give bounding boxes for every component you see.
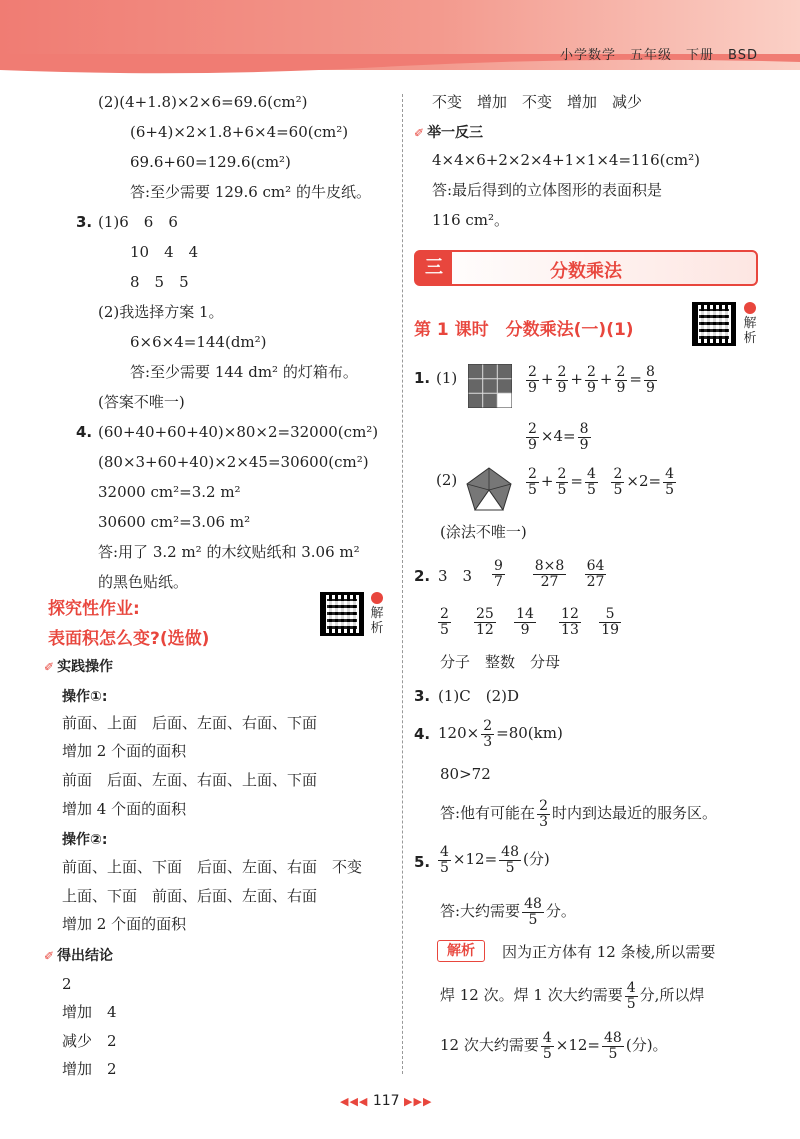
left-arrows-icon: ◀◀◀	[340, 1095, 369, 1108]
answer-line: 前面 后面、左面、右面、上面、下面	[62, 771, 318, 789]
answer-line: 4×4×6+2×2×4+1×1×4=116(cm²)	[432, 151, 700, 169]
fraction-row: $\frac{2}{5}$ $\frac{25}{12}$ $\frac{14}{9}$ $\frac{12}{13}$ $\frac{5}{19}$	[440, 605, 620, 638]
operation-label: 操作②:	[62, 832, 108, 848]
column-divider	[402, 94, 403, 1074]
answer-line: 8 5 5	[130, 273, 189, 291]
answer-line: 的黑色贴纸。	[98, 573, 189, 591]
analysis-text: 因为正方体有 12 条棱,所以需要	[502, 943, 716, 961]
analysis-text: 12 次大约需要 $\frac{4}{5}$ ×12= $\frac{48}{5}$ (分)。	[440, 1029, 668, 1062]
answer-line: (涂法不唯一)	[440, 523, 527, 541]
answer-line: (2)(4+1.8)×2×6=69.6(cm²)	[98, 93, 308, 111]
answer-line: 69.6+60=129.6(cm²)	[130, 153, 291, 171]
answer-line: (1)	[436, 369, 458, 387]
pencil-icon: ✐	[414, 126, 425, 140]
answer-line: 不变 增加 不变 增加 减少	[432, 93, 643, 111]
answer-line: (答案不唯一)	[98, 393, 185, 411]
section-heading: ✐ 得出结论	[44, 948, 114, 964]
unit-banner	[414, 250, 758, 286]
qr-code[interactable]	[320, 592, 364, 636]
answer-line: 10 4 4	[130, 243, 199, 261]
answer-line: (1)6 6 6	[98, 213, 178, 231]
section-heading: ✐ 举一反三	[414, 125, 484, 141]
fraction-equation: 答:他有可能在 $\frac{2}{3}$ 时内到达最近的服务区。	[440, 797, 717, 830]
unit-title: 分数乘法	[550, 261, 622, 282]
answer-line: 减少 2	[62, 1032, 117, 1050]
answer-line: 增加 2 个面的面积	[62, 742, 187, 760]
header-grade: 五年级	[630, 48, 673, 63]
header-edition: BSD	[728, 48, 758, 63]
question-number: 2.	[414, 567, 431, 585]
answer-line: 增加 2	[62, 1060, 117, 1078]
answer-line: 6×6×4=144(dm²)	[130, 333, 267, 351]
page-footer	[340, 1093, 432, 1109]
question-number: 3.	[76, 213, 93, 231]
answer-line: 答:用了 3.2 m² 的木纹贴纸和 3.06 m²	[98, 543, 360, 561]
answer-line: (80×3+60+40)×2×45=30600(cm²)	[98, 453, 369, 471]
answer-line: (2)	[436, 471, 458, 489]
answer-line: 30600 cm²=3.06 m²	[98, 513, 251, 531]
answer-line: 答:最后得到的立体图形的表面积是	[432, 181, 663, 199]
fraction-row: $\frac{9}{7}$ $\frac{8\times 8}{27}$ $\frac{64}{27}$	[494, 557, 605, 590]
answer-line: 增加 4	[62, 1003, 117, 1021]
qr-label: 解析	[743, 302, 757, 346]
answer-line: (2)我选择方案 1。	[98, 303, 224, 321]
pencil-icon: ✐	[44, 660, 55, 674]
fraction-equation: $\frac{4}{5}$ ×12= $\frac{48}{5}$ (分)	[440, 843, 550, 876]
question-number: 3.	[414, 687, 431, 705]
operation-label: 操作①:	[62, 689, 108, 705]
analysis-text: 焊 12 次。焊 1 次大约需要 $\frac{4}{5}$ 分,所以焊	[440, 979, 705, 1012]
question-number: 4.	[76, 423, 93, 441]
section-heading: ✐ 实践操作	[44, 659, 114, 675]
answer-line: 上面、下面 前面、后面、左面、右面	[62, 887, 318, 905]
answer-line: 分子 整数 分母	[440, 653, 561, 671]
explore-title: 探究性作业:	[48, 599, 140, 619]
play-icon	[371, 592, 383, 604]
fraction-equation: $\frac{2}{5}$ + $\frac{2}{5}$ = $\frac{4}{5}$ $\frac{2}{5}$ ×2= $\frac{4}{5}$	[528, 465, 674, 498]
question-number: 4.	[414, 725, 431, 743]
answer-line: 80>72	[440, 765, 491, 783]
lesson-title: 第 1 课时 分数乘法(一)(1)	[414, 320, 634, 340]
answer-line: (1)C (2)D	[438, 687, 519, 705]
answer-line: 增加 4 个面的面积	[62, 800, 187, 818]
unit-number: 三	[416, 252, 452, 284]
answer-line: 32000 cm²=3.2 m²	[98, 483, 241, 501]
qr-code[interactable]	[692, 302, 736, 346]
answer-line: 前面、上面、下面 后面、左面、右面 不变	[62, 858, 363, 876]
header-info	[546, 44, 758, 63]
pencil-icon: ✐	[44, 949, 55, 963]
header-term: 下册	[686, 48, 715, 63]
fraction-equation: $\frac{2}{9}$ + $\frac{2}{9}$ + $\frac{2}{9}$ + $\frac{2}{9}$ = $\frac{8}{9}$	[528, 363, 655, 396]
qr-label: 解析	[370, 592, 384, 636]
answer-line: 116 cm²。	[432, 211, 510, 229]
question-number: 1.	[414, 369, 431, 387]
explore-subtitle: 表面积怎么变?(选做)	[48, 629, 210, 649]
header-subject: 小学数学	[560, 48, 617, 63]
fraction-equation: 120× $\frac{2}{3}$ =80(km)	[438, 717, 563, 750]
answer-line: 增加 2 个面的面积	[62, 915, 187, 933]
fraction-equation: $\frac{2}{9}$ ×4= $\frac{8}{9}$	[528, 420, 589, 453]
page-number: 117	[372, 1093, 400, 1109]
answer-line: (6+4)×2×1.8+6×4=60(cm²)	[130, 123, 349, 141]
answer-line: 3 3	[438, 567, 473, 585]
question-number: 5.	[414, 853, 431, 871]
right-arrows-icon: ▶▶▶	[404, 1095, 433, 1108]
play-icon	[744, 302, 756, 314]
answer-line: 2	[62, 975, 72, 993]
pentagon-figure	[465, 466, 513, 512]
answer-line: 答:至少需要 129.6 cm² 的牛皮纸。	[130, 183, 371, 201]
answer-line: (60+40+60+40)×80×2=32000(cm²)	[98, 423, 379, 441]
answer-line: 答:至少需要 144 dm² 的灯箱布。	[130, 363, 358, 381]
analysis-badge: 解析	[437, 940, 485, 962]
fraction-equation: 答:大约需要 $\frac{48}{5}$ 分。	[440, 895, 576, 928]
answer-line: 前面、上面 后面、左面、右面、下面	[62, 714, 318, 732]
grid-figure	[468, 364, 512, 408]
